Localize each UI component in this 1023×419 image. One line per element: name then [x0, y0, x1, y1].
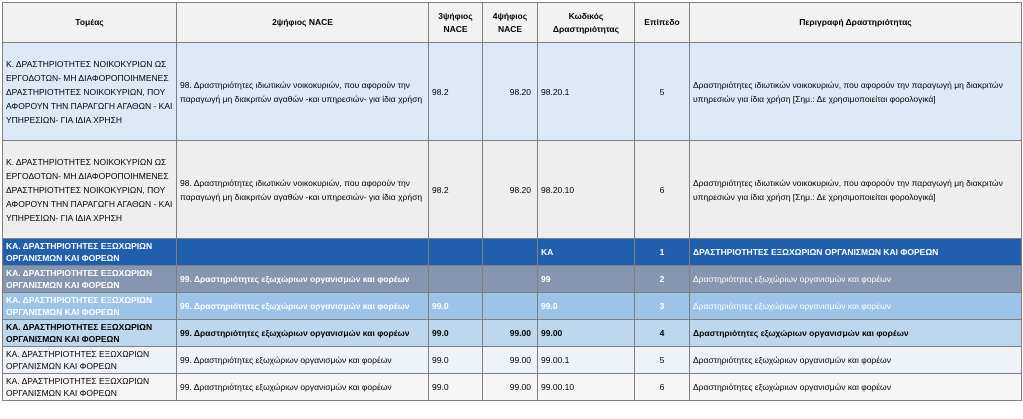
cell-nace3: 99.0 — [429, 320, 483, 347]
cell-nace4: 98.20 — [483, 141, 538, 239]
cell-level: 5 — [635, 43, 690, 141]
cell-description: Δραστηριότητες εξωχώριων οργανισμών και φορέων — [690, 266, 1022, 293]
cell-nace3: 98.2 — [429, 43, 483, 141]
cell-nace3: 99.0 — [429, 347, 483, 374]
cell-nace2 — [177, 239, 429, 266]
cell-nace3 — [429, 239, 483, 266]
cell-nace2: 99. Δραστηριότητες εξωχώριων οργανισμών και φορέων — [177, 293, 429, 320]
header-nace4: 4ψήφιος NACE — [483, 3, 538, 43]
cell-nace4 — [483, 239, 538, 266]
header-level: Επίπεδο — [635, 3, 690, 43]
cell-nace4 — [483, 266, 538, 293]
cell-level: 2 — [635, 266, 690, 293]
cell-nace2: 98. Δραστηριότητες ιδιωτικών νοικοκυριών, που αφορούν την παραγωγή μη διακριτών αγαθών -και υπηρεσιών- για ίδια χρήση — [177, 43, 429, 141]
cell-code: 99.0 — [538, 293, 635, 320]
cell-nace2: 99. Δραστηριότητες εξωχώριων οργανισμών και φορέων — [177, 374, 429, 401]
cell-sector: ΚΑ. ΔΡΑΣΤΗΡΙΟΤΗΤΕΣ ΕΞΩΧΩΡΙΩΝ ΟΡΓΑΝΙΣΜΩΝ ΚΑΙ ΦΟΡΕΩΝ — [3, 320, 177, 347]
cell-nace2: 98. Δραστηριότητες ιδιωτικών νοικοκυριών, που αφορούν την παραγωγή μη διακριτών αγαθών -και υπηρεσιών- για ίδια χρήση — [177, 141, 429, 239]
cell-level: 5 — [635, 347, 690, 374]
cell-sector: ΚΑ. ΔΡΑΣΤΗΡΙΟΤΗΤΕΣ ΕΞΩΧΩΡΙΩΝ ΟΡΓΑΝΙΣΜΩΝ ΚΑΙ ΦΟΡΕΩΝ — [3, 239, 177, 266]
cell-level: 3 — [635, 293, 690, 320]
cell-description: ΔΡΑΣΤΗΡΙΟΤΗΤΕΣ ΕΞΩΧΩΡΙΩΝ ΟΡΓΑΝΙΣΜΩΝ ΚΑΙ ΦΟΡΕΩΝ — [690, 239, 1022, 266]
table-row — [3, 374, 1022, 401]
cell-sector: Κ. ΔΡΑΣΤΗΡΙΟΤΗΤΕΣ ΝΟΙΚΟΚΥΡΙΩΝ ΩΣ ΕΡΓΟΔΟΤΩΝ- ΜΗ ΔΙΑΦΟΡΟΠΟΙΗΜΕΝΕΣ ΔΡΑΣΤΗΡΙΟΤΗΤΕΣ ΝΟΙΚΟΚΥΡΙΩΝ, ΠΟΥ ΑΦΟΡΟΥΝ ΤΗΝ ΠΑΡΑΓΩΓΗ ΑΓΑΘΩΝ - ΚΑΙ ΥΠΗΡΕΣΙΩΝ- ΓΙΑ ΙΔΙΑ ΧΡΗΣΗ — [3, 43, 177, 141]
cell-code: 98.20.1 — [538, 43, 635, 141]
cell-code: 99.00 — [538, 320, 635, 347]
cell-sector: ΚΑ. ΔΡΑΣΤΗΡΙΟΤΗΤΕΣ ΕΞΩΧΩΡΙΩΝ ΟΡΓΑΝΙΣΜΩΝ ΚΑΙ ΦΟΡΕΩΝ — [3, 374, 177, 401]
cell-code: 99 — [538, 266, 635, 293]
table-row — [3, 266, 1022, 293]
cell-sector: ΚΑ. ΔΡΑΣΤΗΡΙΟΤΗΤΕΣ ΕΞΩΧΩΡΙΩΝ ΟΡΓΑΝΙΣΜΩΝ ΚΑΙ ΦΟΡΕΩΝ — [3, 266, 177, 293]
cell-description: Δραστηριότητες ιδιωτικών νοικοκυριών, που αφορούν την παραγωγή μη διακριτών υπηρεσιών για ίδια χρήση [Σημ.: Δε χρησιμοποιείται φορολογικά] — [690, 43, 1022, 141]
table-row — [3, 239, 1022, 266]
cell-nace2: 99. Δραστηριότητες εξωχώριων οργανισμών και φορέων — [177, 266, 429, 293]
header-row — [3, 3, 1022, 43]
cell-nace4: 99.00 — [483, 347, 538, 374]
cell-code: 98.20.10 — [538, 141, 635, 239]
table-row — [3, 141, 1022, 239]
cell-code: 99.00.10 — [538, 374, 635, 401]
cell-level: 1 — [635, 239, 690, 266]
cell-description: Δραστηριότητες εξωχώριων οργανισμών και φορέων — [690, 293, 1022, 320]
cell-sector: ΚΑ. ΔΡΑΣΤΗΡΙΟΤΗΤΕΣ ΕΞΩΧΩΡΙΩΝ ΟΡΓΑΝΙΣΜΩΝ ΚΑΙ ΦΟΡΕΩΝ — [3, 347, 177, 374]
cell-description: Δραστηριότητες εξωχώριων οργανισμών και φορέων — [690, 320, 1022, 347]
table-row — [3, 43, 1022, 141]
cell-description: Δραστηριότητες εξωχώριων οργανισμών και φορέων — [690, 347, 1022, 374]
cell-nace2: 99. Δραστηριότητες εξωχώριων οργανισμών και φορέων — [177, 347, 429, 374]
header-sector: Τομέας — [3, 3, 177, 43]
cell-nace4: 99.00 — [483, 374, 538, 401]
cell-level: 4 — [635, 320, 690, 347]
cell-nace4: 98.20 — [483, 43, 538, 141]
cell-sector: ΚΑ. ΔΡΑΣΤΗΡΙΟΤΗΤΕΣ ΕΞΩΧΩΡΙΩΝ ΟΡΓΑΝΙΣΜΩΝ ΚΑΙ ΦΟΡΕΩΝ — [3, 293, 177, 320]
cell-sector: Κ. ΔΡΑΣΤΗΡΙΟΤΗΤΕΣ ΝΟΙΚΟΚΥΡΙΩΝ ΩΣ ΕΡΓΟΔΟΤΩΝ- ΜΗ ΔΙΑΦΟΡΟΠΟΙΗΜΕΝΕΣ ΔΡΑΣΤΗΡΙΟΤΗΤΕΣ ΝΟΙΚΟΚΥΡΙΩΝ, ΠΟΥ ΑΦΟΡΟΥΝ ΤΗΝ ΠΑΡΑΓΩΓΗ ΑΓΑΘΩΝ - ΚΑΙ ΥΠΗΡΕΣΙΩΝ- ΓΙΑ ΙΔΙΑ ΧΡΗΣΗ — [3, 141, 177, 239]
cell-nace4 — [483, 293, 538, 320]
cell-nace2: 99. Δραστηριότητες εξωχώριων οργανισμών και φορέων — [177, 320, 429, 347]
cell-description: Δραστηριότητες εξωχώριων οργανισμών και φορέων — [690, 374, 1022, 401]
table-row — [3, 347, 1022, 374]
table-row — [3, 320, 1022, 347]
activity-table — [2, 2, 1022, 401]
cell-nace4: 99.00 — [483, 320, 538, 347]
header-code: Κωδικός Δραστηριότητας — [538, 3, 635, 43]
header-nace2: 2ψήφιος NACE — [177, 3, 429, 43]
cell-nace3: 99.0 — [429, 374, 483, 401]
header-description: Περιγραφή Δραστηριότητας — [690, 3, 1022, 43]
cell-nace3: 98.2 — [429, 141, 483, 239]
cell-description: Δραστηριότητες ιδιωτικών νοικοκυριών, που αφορούν την παραγωγή μη διακριτών υπηρεσιών για ίδια χρήση [Σημ.: Δε χρησιμοποιείται φορολογικά] — [690, 141, 1022, 239]
cell-code: 99.00.1 — [538, 347, 635, 374]
cell-nace3: 99.0 — [429, 293, 483, 320]
cell-level: 6 — [635, 141, 690, 239]
table-row — [3, 293, 1022, 320]
header-nace3: 3ψήφιος NACE — [429, 3, 483, 43]
cell-nace3 — [429, 266, 483, 293]
cell-code: ΚΑ — [538, 239, 635, 266]
cell-level: 6 — [635, 374, 690, 401]
